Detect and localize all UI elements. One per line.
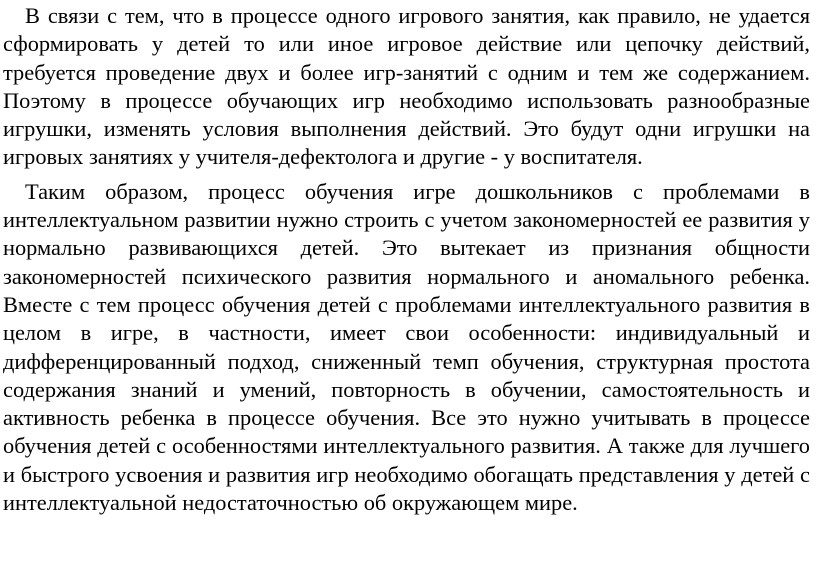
paragraph-2: Таким образом, процесс обучения игре дошкольников с проблемами в интеллектуальном развитии нужно строить с учетом закономерностей ее развития у нормально развивающихся детей. Это вытекает из признания общности закономерностей психического развития нормального и аномального ребенка. Вместе с тем процесс обучения детей с проблемами интеллектуального развития в целом в игре, в частности, имеет свои особенности: индивидуальный и дифференцированный подход, сниженный темп обучения, структурная простота содержания знаний и умений, повторность в обучении, самостоятельность и активность ребенка в процессе обучения. Все это нужно учитывать в процессе обучения детей с особенностями интеллектуального развития. А также для лучшего и быстрого усвоения и развития игр необходимо обогащать представления у детей с интеллектуальной недостаточностью об окружающем мире. bbox=[3, 178, 810, 516]
paragraph-1: В связи с тем, что в процессе одного игрового занятия, как правило, не удается сформировать у детей то или иное игровое действие или цепочку действий, требуется проведение двух и более игр-занятий с одним и тем же содержанием. Поэтому в процессе обучающих игр необходимо использовать разнообразные игрушки, изменять условия выполнения действий. Это будут одни игрушки на игровых занятиях у учителя-дефектолога и другие - у воспитателя. bbox=[3, 3, 810, 170]
